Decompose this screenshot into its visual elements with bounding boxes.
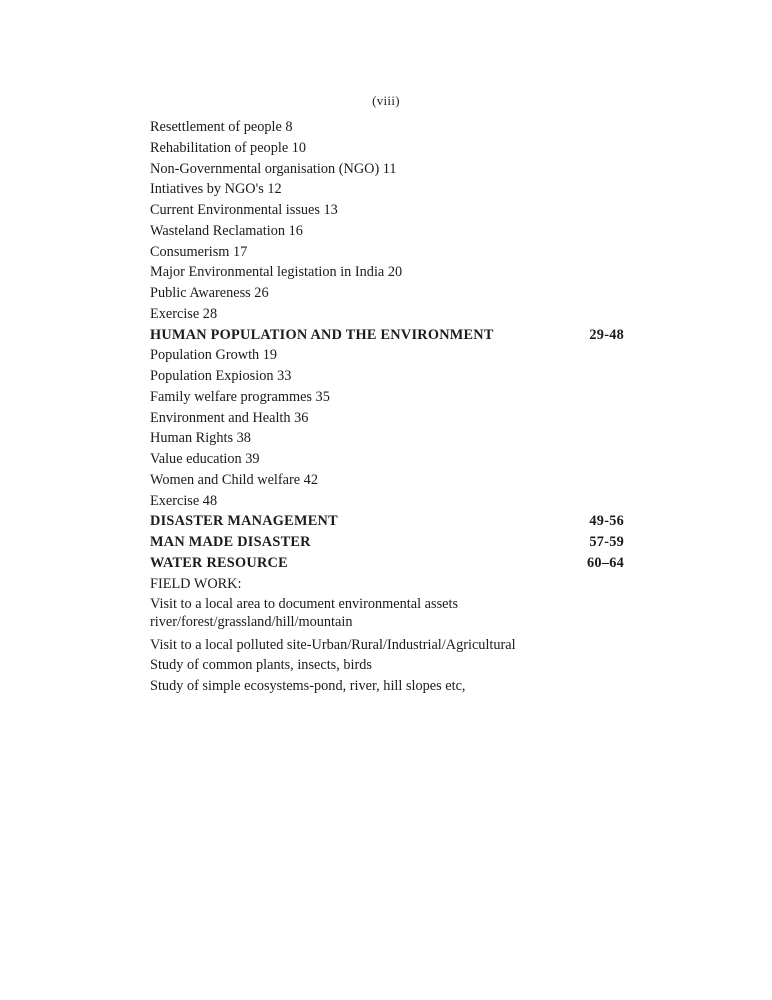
toc-entry-pages: 60–64 bbox=[587, 554, 624, 571]
toc-entry bbox=[150, 304, 624, 325]
toc-entry-line: Environment and Health 36 bbox=[150, 409, 309, 426]
toc-entry bbox=[150, 511, 624, 532]
toc-entry-title bbox=[150, 594, 458, 630]
toc-entry bbox=[150, 676, 624, 697]
toc-entry bbox=[150, 159, 624, 180]
toc-entry-title bbox=[150, 200, 338, 221]
toc-entry-line: Non-Governmental organisation (NGO) 11 bbox=[150, 160, 397, 177]
toc-entry-title bbox=[150, 470, 318, 491]
table-of-contents bbox=[150, 117, 624, 697]
toc-entry-line: Human Rights 38 bbox=[150, 430, 251, 447]
toc-entry bbox=[150, 408, 624, 429]
toc-entry-title bbox=[150, 117, 293, 138]
toc-entry bbox=[150, 470, 624, 491]
toc-entry bbox=[150, 117, 624, 138]
toc-entry-pages: 49-56 bbox=[589, 513, 624, 530]
toc-entry-line: HUMAN POPULATION AND THE ENVIRONMENT bbox=[150, 326, 494, 343]
toc-entry-line: Women and Child welfare 42 bbox=[150, 471, 318, 488]
toc-entry-line: river/forest/grassland/hill/mountain bbox=[150, 614, 353, 630]
toc-entry-title bbox=[150, 179, 282, 200]
toc-entry-title bbox=[150, 366, 291, 387]
toc-entry-title bbox=[150, 262, 402, 283]
toc-entry-pages: 29-48 bbox=[589, 326, 624, 343]
toc-entry-line: Value education 39 bbox=[150, 451, 260, 467]
toc-entry-line: Study of common plants, insects, birds bbox=[150, 657, 372, 674]
toc-entry-title bbox=[150, 387, 330, 408]
toc-entry-title bbox=[150, 408, 308, 429]
toc-entry-line: Resettlement of people 8 bbox=[150, 119, 293, 135]
toc-entry bbox=[150, 262, 624, 283]
toc-entry-line: Visit to a local polluted site-Urban/Rural/Industrial/Agricultural bbox=[150, 636, 516, 653]
toc-entry-line: DISASTER MANAGEMENT bbox=[150, 513, 338, 530]
toc-entry-line: Visit to a local area to document environmental assets bbox=[150, 596, 459, 613]
toc-entry-title bbox=[150, 655, 372, 676]
toc-entry bbox=[150, 574, 624, 595]
toc-entry bbox=[150, 387, 624, 408]
toc-entry-title bbox=[150, 532, 311, 553]
toc-entry-title bbox=[150, 159, 397, 180]
toc-entry-line: WATER RESOURCE bbox=[150, 554, 288, 571]
toc-entry-line: Population Growth 19 bbox=[150, 347, 278, 364]
toc-entry bbox=[150, 635, 624, 656]
toc-entry-line: Current Environmental issues 13 bbox=[150, 202, 338, 218]
toc-entry-line: FIELD WORK: bbox=[150, 575, 242, 592]
toc-entry bbox=[150, 655, 624, 676]
toc-entry bbox=[150, 325, 624, 346]
toc-entry bbox=[150, 138, 624, 159]
toc-entry bbox=[150, 366, 624, 387]
toc-entry-title bbox=[150, 553, 288, 574]
toc-entry-title bbox=[150, 221, 303, 242]
page-folio: (viii) bbox=[372, 93, 400, 108]
toc-entry bbox=[150, 449, 624, 470]
toc-entry-title bbox=[150, 138, 306, 159]
toc-entry-line: Intiatives by NGO's 12 bbox=[150, 181, 282, 198]
toc-entry-pages: 57-59 bbox=[589, 534, 624, 550]
toc-entry bbox=[150, 283, 624, 304]
toc-entry-title bbox=[150, 676, 466, 697]
toc-entry-line: MAN MADE DISASTER bbox=[150, 534, 311, 550]
toc-entry bbox=[150, 242, 624, 263]
toc-entry bbox=[150, 594, 624, 630]
toc-entry-title bbox=[150, 242, 247, 263]
toc-entry-title bbox=[150, 449, 260, 470]
toc-entry-line: Consumerism 17 bbox=[150, 243, 248, 260]
toc-entry-title bbox=[150, 428, 251, 449]
toc-entry bbox=[150, 553, 624, 574]
toc-entry bbox=[150, 428, 624, 449]
toc-entry-title bbox=[150, 283, 269, 304]
toc-entry bbox=[150, 221, 624, 242]
toc-entry-line: Wasteland Reclamation 16 bbox=[150, 222, 303, 239]
toc-entry-title bbox=[150, 635, 516, 656]
toc-entry-title bbox=[150, 574, 241, 595]
toc-entry-line: Family welfare programmes 35 bbox=[150, 388, 330, 405]
toc-entry bbox=[150, 179, 624, 200]
toc-entry bbox=[150, 532, 624, 553]
toc-entry bbox=[150, 200, 624, 221]
toc-entry-title bbox=[150, 511, 338, 532]
toc-entry-line: Rehabilitation of people 10 bbox=[150, 139, 307, 156]
toc-entry-line: Exercise 28 bbox=[150, 305, 218, 322]
toc-entry-title bbox=[150, 491, 217, 512]
toc-entry bbox=[150, 345, 624, 366]
toc-entry-line: Population Expiosion 33 bbox=[150, 368, 292, 384]
toc-entry-title bbox=[150, 325, 494, 346]
toc-entry-line: Major Environmental legistation in India 20 bbox=[150, 264, 403, 281]
toc-entry-title bbox=[150, 345, 277, 366]
toc-entry-title bbox=[150, 304, 217, 325]
toc-entry bbox=[150, 491, 624, 512]
toc-entry-line: Study of simple ecosystems-pond, river, hill slopes etc, bbox=[150, 678, 466, 694]
toc-entry-line: Public Awareness 26 bbox=[150, 285, 269, 301]
toc-entry-line: Exercise 48 bbox=[150, 492, 218, 509]
